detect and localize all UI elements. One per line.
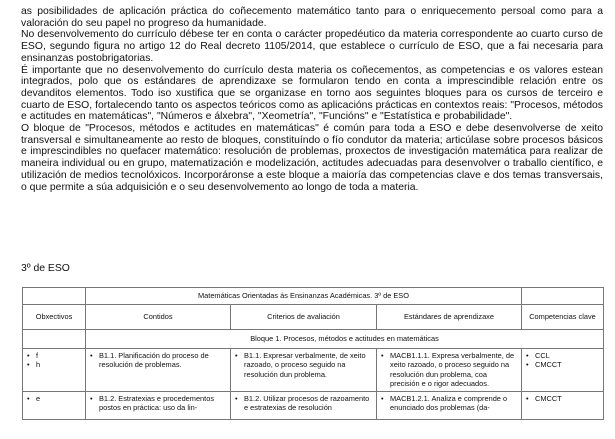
- criterion-item: • B1.1. Expresar verbalmente, de xeito razoado, o proceso seguido na resolución dun problema.: [235, 351, 372, 379]
- competence-item: • CMCCT: [526, 360, 599, 369]
- table-row: [23, 391, 604, 419]
- competences-cell: [522, 391, 604, 419]
- content-item: • B1.1. Planificación do proceso de resolución de problemas.: [90, 351, 226, 370]
- objectives-cell: [23, 349, 86, 392]
- header-competences: Competencias clave: [522, 305, 604, 330]
- block-cell-blank: [23, 330, 86, 349]
- header-objectives: Obxectivos: [23, 305, 86, 330]
- standards-cell: [377, 349, 522, 392]
- block-title: Bloque 1. Procesos, métodos e actitudes en matemáticas: [86, 330, 604, 349]
- table-title-cell-blank: [23, 288, 86, 305]
- header-contents: Contidos: [86, 305, 231, 330]
- contents-cell: [86, 349, 231, 392]
- paragraph: No desenvolvemento do currículo débese ter en conta o carácter propedéutico da materia correspondente ao cuarto curso de ESO, segundo figura no artigo 12 do Real decreto 1105/2014, que establece o currículo de ESO, que a fai necesaria para ensinanzas postobrigatorias.: [21, 29, 603, 64]
- paragraph: É importante que no desenvolvemento do currículo desta materia os coñecementos, as competencias e os valores estean integrados, polo que os estándares de aprendizaxe se formularon tendo en conta a imprescindible relación entre os devanditos elementos. Todo iso xustifica que se organizase en torno aos seguintes bloques para os cursos de terceiro e cuarto de ESO, fortalecendo tanto os aspectos teóricos como as aplicacións prácticas en contextos reais: "Procesos, métodos e actitudes en matemáticas", "Números e álxebra", "Xeometría", "Funcións" e "Estatística e probabilidade".: [21, 64, 603, 123]
- competence-item: • CMCCT: [526, 394, 599, 403]
- paragraph: as posibilidades de aplicación práctica do coñecemento matemático tanto para o enriquecemento persoal como para a valoración do seu papel no progreso da humanidade.: [21, 6, 603, 29]
- section-title: 3º de ESO: [21, 263, 70, 274]
- body-text: [21, 6, 603, 193]
- content-item: • B1.2. Estratexias e procedementos postos en práctica: uso da lin-: [90, 394, 226, 413]
- table-title-cell-blank: [522, 288, 604, 305]
- header-standards: Estándares de aprendizaxe: [377, 305, 522, 330]
- competence-item: • CCL: [526, 351, 599, 360]
- criterion-item: • B1.2. Utilizar procesos de razoamento e estratexias de resolución: [235, 394, 372, 413]
- paragraph: O bloque de "Procesos, métodos e actitudes en matemáticas" é común para toda a ESO e debe desenvolverse de xeito transversal e simultaneamente ao resto de bloques, constituíndo o fío condutor da materia; articúlase sobre procesos básicos e imprescindibles no quefacer matemático: resolución de problemas, proxectos de investigación matemática para realizar de maneira individual ou en grupo, matematización e modelización, actitudes adecuadas para desenvolver o traballo científico, e utilización de medios tecnolóxicos. Incorporáronse a este bloque a maioría das competencias clave e dos temas transversais, o que permite a súa adquisición e o seu desenvolvemento ao longo de toda a materia.: [21, 123, 603, 193]
- standard-item: • MACB1.2.1. Analiza e comprende o enunciado dos problemas (da-: [381, 394, 517, 413]
- contents-cell: [86, 391, 231, 419]
- objectives-cell: [23, 391, 86, 419]
- block-row: [23, 330, 604, 349]
- criteria-cell: [231, 349, 377, 392]
- header-criteria: Criterios de avaliación: [231, 305, 377, 330]
- table-header-row: [23, 305, 604, 330]
- table-title-row: [23, 288, 604, 305]
- objective-item: • f: [27, 351, 81, 360]
- standard-item: • MACB1.1.1. Expresa verbalmente, de xeito razoado, o proceso seguido na resolución dun problema, coa precisión e o rigor adecuados.: [381, 351, 517, 389]
- objective-item: • h: [27, 360, 81, 369]
- competences-cell: [522, 349, 604, 392]
- table-row: [23, 349, 604, 392]
- curriculum-table: [22, 287, 604, 420]
- criteria-cell: [231, 391, 377, 419]
- table-title: Matemáticas Orientadas ás Ensinanzas Académicas. 3º de ESO: [86, 288, 522, 305]
- objective-item: • e: [27, 394, 81, 403]
- standards-cell: [377, 391, 522, 419]
